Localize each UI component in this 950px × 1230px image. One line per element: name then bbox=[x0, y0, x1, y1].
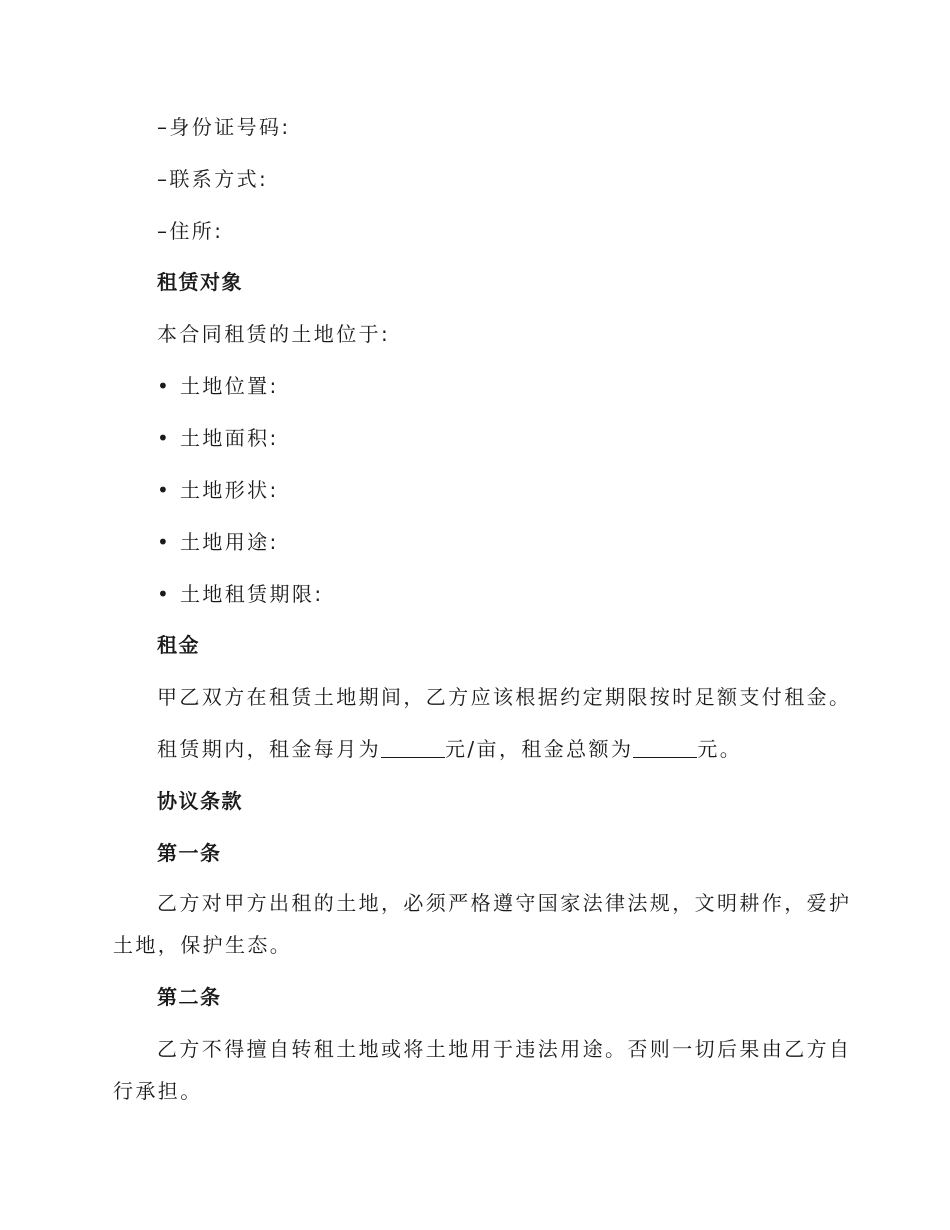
article-2-title: 第二条 bbox=[157, 985, 222, 1009]
lease-object-heading: 租赁对象 bbox=[157, 270, 243, 294]
article-2-line-1: 乙方不得擅自转租土地或将土地用于违法用途。否则一切后果由乙方自 bbox=[157, 1037, 852, 1061]
rent-amount-text-1: 租赁期内，租金每月为 bbox=[157, 737, 381, 761]
total-rent-blank bbox=[633, 737, 697, 758]
article-2-line-2: 行承担。 bbox=[113, 1079, 203, 1103]
article-1-line-1: 乙方对甲方出租的土地，必须严格遵守国家法律法规，文明耕作，爱护 bbox=[157, 891, 852, 915]
rent-heading: 租金 bbox=[157, 633, 200, 657]
address-field: –住所: bbox=[157, 219, 224, 243]
list-item-land-area: • 土地面积: bbox=[157, 426, 279, 450]
rent-amount-text-2: 元/亩，租金总额为 bbox=[445, 737, 634, 761]
list-item-lease-term: • 土地租赁期限: bbox=[157, 582, 324, 606]
rent-amount-line bbox=[157, 735, 742, 763]
terms-heading: 协议条款 bbox=[157, 789, 243, 813]
article-1-line-2: 土地，保护生态。 bbox=[113, 933, 293, 957]
lease-object-intro: 本合同租赁的土地位于: bbox=[157, 322, 391, 346]
monthly-rent-blank bbox=[381, 737, 445, 758]
contact-field: –联系方式: bbox=[157, 167, 269, 191]
list-item-land-shape: • 土地形状: bbox=[157, 478, 279, 502]
id-number-field: –身份证号码: bbox=[157, 115, 291, 139]
list-item-land-use: • 土地用途: bbox=[157, 530, 279, 554]
article-1-title: 第一条 bbox=[157, 841, 222, 865]
rent-amount-text-3: 元。 bbox=[697, 737, 743, 761]
rent-paragraph: 甲乙双方在租赁土地期间，乙方应该根据约定期限按时足额支付租金。 bbox=[157, 685, 852, 709]
list-item-land-location: • 土地位置: bbox=[157, 374, 279, 398]
